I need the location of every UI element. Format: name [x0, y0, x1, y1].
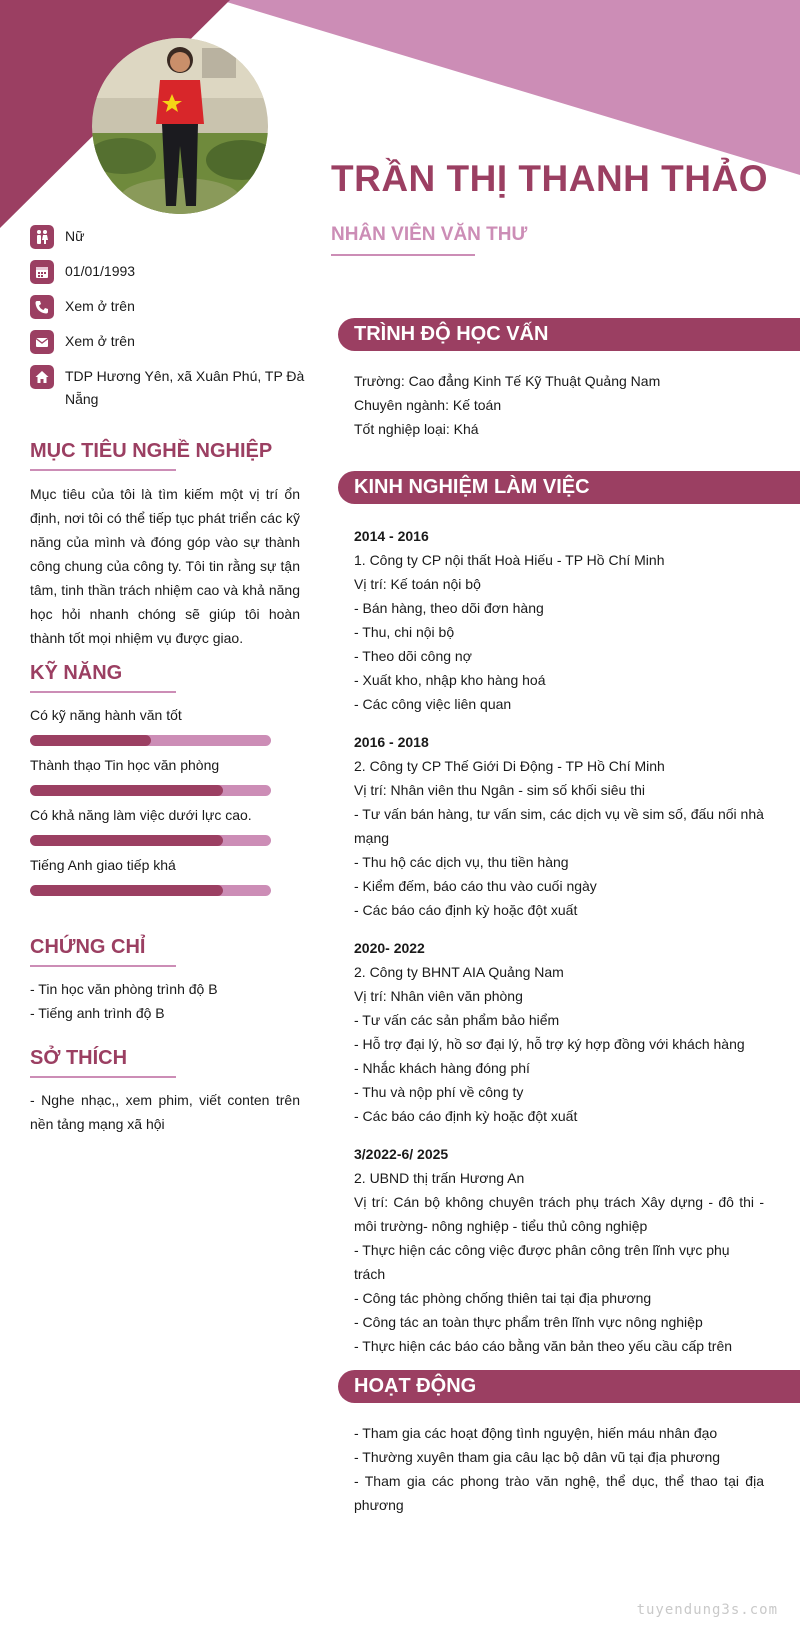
- job-period: 2020- 2022: [354, 940, 425, 956]
- email-icon: [30, 330, 54, 354]
- job-task: - Kiểm đếm, báo cáo thu vào cuối ngày: [354, 878, 597, 894]
- gender-icon: [30, 225, 54, 249]
- job-entry: [354, 1142, 764, 1358]
- certificate-item: - Tin học văn phòng trình độ B: [30, 981, 218, 997]
- skill-name: Có kỹ năng hành văn tốt: [30, 707, 182, 723]
- skill-name: Tiếng Anh giao tiếp khá: [30, 857, 176, 873]
- education-line: Trường: Cao đẳng Kinh Tế Kỹ Thuật Quảng Nam: [354, 373, 661, 389]
- skill-bar: [30, 885, 271, 896]
- job-task: - Xuất kho, nhập kho hàng hoá: [354, 672, 546, 688]
- job-task: - Hỗ trợ đại lý, hồ sơ đại lý, hỗ trợ ký hợp đồng với khách hàng: [354, 1036, 745, 1052]
- certificates-title-underline: [30, 965, 176, 967]
- hobbies-text: - Nghe nhạc,, xem phim, viết conten trên nền tảng mạng xã hội: [30, 1092, 300, 1132]
- skill-bar-fill: [30, 785, 223, 796]
- job-position: Vị trí: Kế toán nội bộ: [354, 576, 481, 592]
- job-position: Vị trí: Nhân viên thu Ngân - sim số khối siêu thi: [354, 782, 646, 798]
- skills-title-underline: [30, 691, 176, 693]
- job-task: - Các báo cáo định kỳ hoặc đột xuất: [354, 902, 578, 918]
- skill-bar-fill: [30, 835, 223, 846]
- contact-phone: [30, 295, 310, 319]
- job-task: - Tư vấn bán hàng, tư vấn sim, các dịch vụ về sim số, đấu nối nhà mạng: [354, 806, 764, 846]
- contact-birthday: [30, 260, 310, 284]
- activities-body: [354, 1421, 764, 1517]
- job-period: 3/2022-6/ 2025: [354, 1146, 449, 1162]
- calendar-icon: [30, 260, 54, 284]
- job-task: - Thực hiện các báo cáo bằng văn bản theo yếu cầu cấp trên: [354, 1338, 733, 1354]
- contact-list: [30, 225, 310, 422]
- activities-header: HOẠT ĐỘNG: [338, 1370, 800, 1403]
- job-task: - Bán hàng, theo dõi đơn hàng: [354, 600, 544, 616]
- job-title-underline: [331, 254, 475, 256]
- education-line: Chuyên ngành: Kế toán: [354, 397, 502, 413]
- skill-name: Thành thạo Tin học văn phòng: [30, 757, 220, 773]
- job-task: - Thực hiện các công việc được phân công trên lĩnh vực phụ trách: [354, 1242, 730, 1282]
- education-line: Tốt nghiệp loại: Khá: [354, 421, 479, 437]
- education-body: [354, 369, 764, 441]
- certificates-title: CHỨNG CHỈ: [30, 936, 146, 958]
- job-period: 2014 - 2016: [354, 528, 429, 544]
- activity-item: - Tham gia các hoạt động tình nguyện, hiến máu nhân đạo: [354, 1425, 718, 1441]
- hobbies-title-underline: [30, 1076, 176, 1078]
- contact-email-text: Xem ở trên: [65, 333, 135, 349]
- job-task: - Các báo cáo định kỳ hoặc đột xuất: [354, 1108, 578, 1124]
- skill-bar: [30, 735, 271, 746]
- education-header: TRÌNH ĐỘ HỌC VẤN: [338, 318, 800, 351]
- skills-title: KỸ NĂNG: [30, 662, 123, 684]
- job-task: - Công tác phòng chống thiên tai tại địa phương: [354, 1290, 652, 1306]
- job-task: - Nhắc khách hàng đóng phí: [354, 1060, 530, 1076]
- contact-address-text: TDP Hương Yên, xã Xuân Phú, TP Đà Nẵng: [65, 368, 305, 407]
- job-task: - Theo dõi công nợ: [354, 648, 472, 664]
- candidate-name: TRẦN THỊ THANH THẢO: [331, 158, 769, 199]
- job-entry: [354, 730, 764, 922]
- job-title: NHÂN VIÊN VĂN THƯ: [331, 224, 528, 245]
- skill-name: Có khả năng làm việc dưới lực cao.: [30, 807, 252, 823]
- job-entry: [354, 524, 764, 716]
- certificate-item: - Tiếng anh trình độ B: [30, 1005, 165, 1021]
- certificates-list: [30, 977, 300, 1025]
- job-company: 2. Công ty CP Thế Giới Di Động - TP Hồ Chí Minh: [354, 758, 665, 774]
- activity-item: - Tham gia các phong trào văn nghệ, thể dục, thể thao tại địa phương: [354, 1473, 764, 1513]
- skill-bar-fill: [30, 885, 223, 896]
- contact-gender-text: Nữ: [65, 228, 85, 244]
- job-task: - Thu, chi nội bộ: [354, 624, 455, 640]
- profile-photo: [92, 38, 268, 214]
- experience-header: KINH NGHIỆM LÀM VIỆC: [338, 471, 800, 504]
- experience-body: [354, 524, 764, 1358]
- objective-title: MỤC TIÊU NGHỀ NGHIỆP: [30, 440, 273, 462]
- job-company: 2. UBND thị trấn Hương An: [354, 1170, 525, 1186]
- job-company: 1. Công ty CP nội thất Hoà Hiếu - TP Hồ Chí Minh: [354, 552, 665, 568]
- job-task: - Tư vấn các sản phẩm bảo hiểm: [354, 1012, 560, 1028]
- job-task: - Các công việc liên quan: [354, 696, 512, 712]
- phone-icon: [30, 295, 54, 319]
- job-task: - Thu hộ các dịch vụ, thu tiền hàng: [354, 854, 569, 870]
- contact-address: [30, 365, 310, 411]
- objective-text: Mục tiêu của tôi là tìm kiếm một vị trí ổn định, nơi tôi có thể tiếp tục phát triển các kỹ năng của mình và đóng góp vào sự thành công chung của công ty. Tôi tin rằng sự tận tâm, tinh thần trách nhiệm cao và khả năng học hỏi nhanh chóng sẽ giúp tôi hoàn thành tốt mọi nhiệm vụ được giao.: [30, 486, 300, 646]
- job-position: Vị trí: Nhân viên văn phòng: [354, 988, 523, 1004]
- job-task: - Thu và nộp phí về công ty: [354, 1084, 524, 1100]
- objective-title-underline: [30, 469, 176, 471]
- job-position: Vị trí: Cán bộ không chuyên trách phụ trách Xây dựng - đô thi - môi trường- nông nghiệp - tiểu thủ công nghiệp: [354, 1194, 764, 1234]
- contact-birthday-text: 01/01/1993: [65, 263, 136, 279]
- contact-email: [30, 330, 310, 354]
- skill-bar: [30, 785, 271, 796]
- job-company: 2. Công ty BHNT AIA Quảng Nam: [354, 964, 564, 980]
- watermark: tuyendung3s.com: [636, 1602, 778, 1618]
- home-icon: [30, 365, 54, 389]
- job-period: 2016 - 2018: [354, 734, 429, 750]
- contact-phone-text: Xem ở trên: [65, 298, 135, 314]
- activity-item: - Thường xuyên tham gia câu lạc bộ dân vũ tại địa phương: [354, 1449, 721, 1465]
- job-task: - Công tác an toàn thực phẩm trên lĩnh vực nông nghiệp: [354, 1314, 703, 1330]
- skill-bar-fill: [30, 735, 151, 746]
- hobbies-title: SỞ THÍCH: [30, 1047, 128, 1069]
- skill-bar: [30, 835, 271, 846]
- job-entry: [354, 936, 764, 1128]
- contact-gender: [30, 225, 310, 249]
